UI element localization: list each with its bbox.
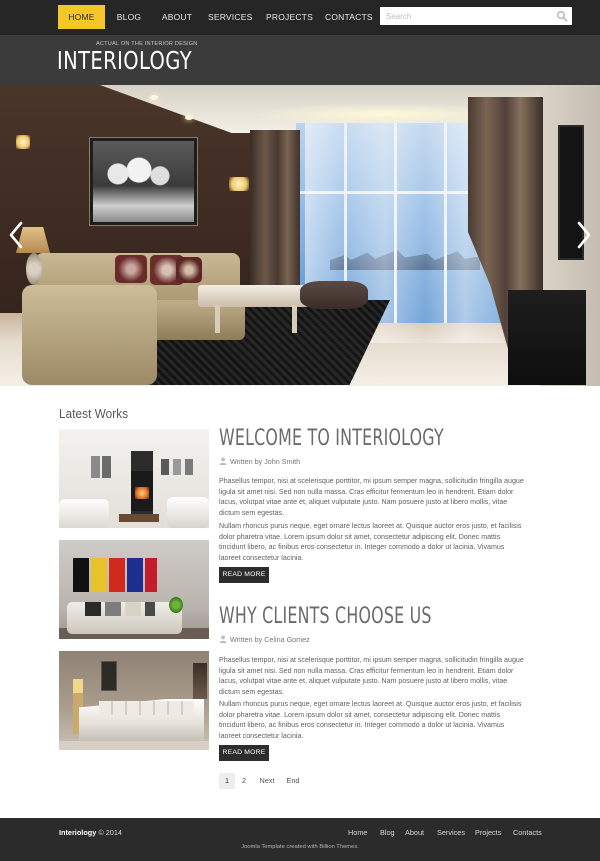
work-thumbnail[interactable] <box>59 429 209 528</box>
nav-item-home[interactable]: HOME <box>58 5 105 29</box>
thumb-scene-sofa <box>59 499 109 528</box>
nav-item-blog[interactable]: BLOG <box>116 12 142 22</box>
article-author: Written by Celina Gomez <box>230 635 310 644</box>
article-title[interactable]: WELCOME TO INTERIOLOGY <box>219 426 444 451</box>
user-icon <box>219 457 227 465</box>
article-paragraph: Phasellus tempor, nisi at scelerisque porttitor, mi ipsum semper magna, sollicitudin fringilla augue ligula sit amet nisi. Sed non nulla massa. Cras efficitur fermentum leo in hendrerit. Etiam dolor lacus, volutpat vitae ante et, aliquet vulputate justo. Nam posuere justo at libero mollis, vitae dictum sem egestas. <box>219 656 524 696</box>
footer-link-about[interactable]: About <box>405 828 425 837</box>
hero-scene-downlight <box>185 115 193 120</box>
thumb-scene-plant <box>169 597 183 613</box>
thumb-scene-cushions <box>99 701 194 715</box>
read-more-button[interactable]: READ MORE <box>219 745 269 761</box>
search-input[interactable] <box>380 7 572 25</box>
site-header <box>0 35 600 85</box>
hero-scene-pillow <box>115 255 147 283</box>
thumb-scene-table <box>119 514 159 522</box>
hero-scene-sconce <box>16 135 30 149</box>
article-title[interactable]: WHY CLIENTS CHOOSE US <box>219 604 432 629</box>
footer-link-home[interactable]: Home <box>348 828 368 837</box>
site-tagline: ACTUAL ON THE INTERIOR DESIGN <box>96 41 198 47</box>
hero-scene-table-leg <box>292 305 297 333</box>
thumb-scene-wall-art <box>193 663 207 699</box>
thumb-scene-frame <box>101 661 117 691</box>
pagination-page-1[interactable]: 1 <box>219 773 235 789</box>
pagination-end[interactable]: End <box>286 776 300 785</box>
top-navigation-bar <box>0 0 600 35</box>
hero-slider <box>0 85 600 386</box>
footer-copyright-year: © 2014 <box>98 828 122 837</box>
chevron-right-icon[interactable] <box>576 221 592 249</box>
pagination-page-2[interactable]: 2 <box>241 776 247 785</box>
article-byline <box>219 635 310 644</box>
hero-scene-table-leg <box>215 305 220 333</box>
footer-link-services[interactable]: Services <box>437 828 465 837</box>
hero-scene-lamp-base <box>26 253 42 285</box>
thumb-scene-stove <box>131 451 153 516</box>
nav-item-services[interactable]: SERVICES <box>208 12 253 22</box>
hero-scene-ottoman <box>300 281 368 309</box>
search-icon[interactable] <box>556 10 568 22</box>
article-author: Written by John Smith <box>230 457 301 466</box>
footer-link-blog[interactable]: Blog <box>380 828 395 837</box>
thumb-scene-frames <box>161 459 199 475</box>
footer-copyright <box>59 828 122 837</box>
hero-scene-coffee-table <box>198 285 313 307</box>
thumb-scene-fire <box>135 487 149 499</box>
hero-scene-sconce <box>229 177 249 191</box>
nav-item-contacts[interactable]: CONTACTS <box>325 12 373 22</box>
article-paragraph: Phasellus tempor, nisi at scelerisque porttitor, mi ipsum semper magna, sollicitudin fringilla augue ligula sit amet nisi. Sed non nulla massa. Cras efficitur fermentum leo in hendrerit. Etiam dolor lacus, volutpat vitae ante et, aliquet vulputate justo. Nam posuere justo at libero mollis, vitae dictum sem egestas. <box>219 477 524 517</box>
article-paragraph: Nullam rhoncus purus neque, eget ornare lectus laoreet at. Quisque auctor eros justo, et facilisis dolor pharetra vitae. Lorem ipsum dolor sit amet, consectetur adipiscing elit. Donec mattis tincidunt libero, ac finibus eros consectetur in. Integer commodo a dolor ut lacinia. Vivamus laoreet consectetur lacinia. <box>219 522 522 562</box>
work-thumbnail[interactable] <box>59 540 209 639</box>
hero-scene-downlight <box>150 95 158 100</box>
footer-credit: Joomla Template created with Billion Themes. <box>241 844 359 850</box>
read-more-button[interactable]: READ MORE <box>219 567 269 583</box>
hero-scene-armchair <box>22 285 157 385</box>
footer-link-projects[interactable]: Projects <box>475 828 502 837</box>
thumb-scene-wall-art <box>73 558 157 592</box>
nav-item-projects[interactable]: PROJECTS <box>266 12 313 22</box>
article-byline <box>219 457 300 466</box>
thumb-scene-floor <box>59 741 209 750</box>
chevron-left-icon[interactable] <box>8 221 24 249</box>
footer-link-contacts[interactable]: Contacts <box>513 828 542 837</box>
pagination-next[interactable]: Next <box>259 776 275 785</box>
thumb-scene-sofa <box>167 497 209 528</box>
user-icon <box>219 635 227 643</box>
hero-scene-pillow <box>176 257 202 283</box>
article-paragraph: Nullam rhoncus purus neque, eget ornare lectus laoreet at. Quisque auctor eros justo, et facilisis dolor pharetra vitae. Lorem ipsum dolor sit amet, consectetur adipiscing elit. Donec mattis tincidunt libero, ac finibus eros consectetur in. Integer commodo a dolor ut lacinia. Vivamus laoreet consectetur lacinia. <box>219 700 522 740</box>
thumb-scene-pillows <box>85 602 155 616</box>
hero-scene-cabinet <box>508 290 586 385</box>
work-thumbnail[interactable] <box>59 651 209 750</box>
hero-scene-painting-trees <box>104 153 174 191</box>
site-logo[interactable]: INTERIOLOGY <box>57 46 193 75</box>
site-footer <box>0 818 600 861</box>
section-title-latest-works: Latest Works <box>59 406 129 421</box>
thumb-scene-frames <box>91 456 119 478</box>
nav-item-about[interactable]: ABOUT <box>161 12 193 22</box>
footer-brand: Interiology <box>59 828 97 837</box>
